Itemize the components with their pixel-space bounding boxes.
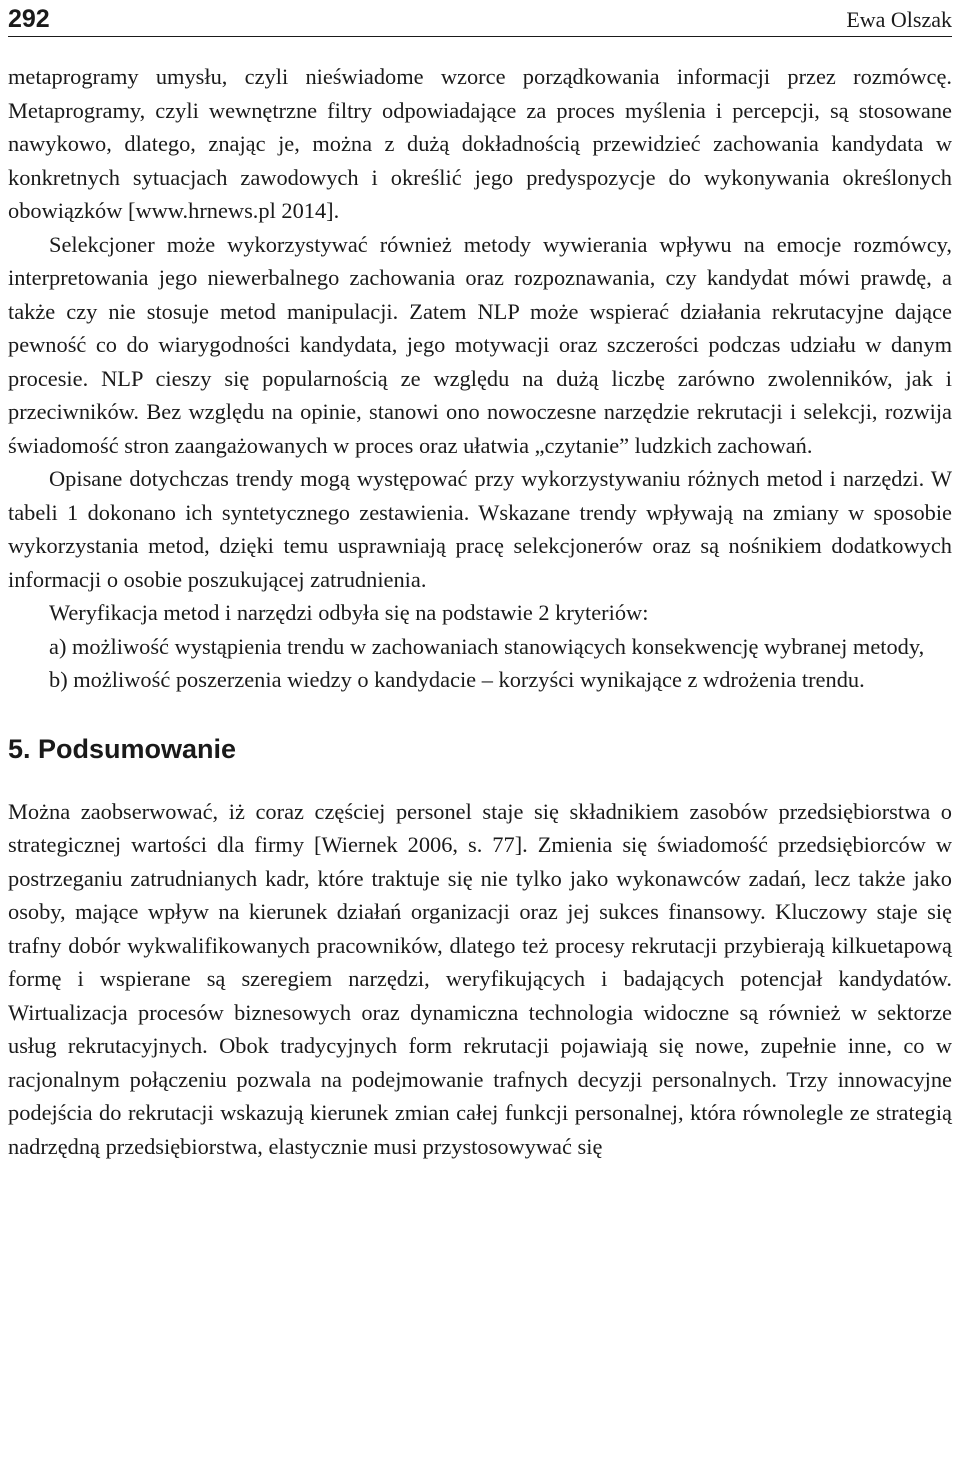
section-heading: 5. Podsumowanie <box>8 733 237 764</box>
running-head-author: Ewa Olszak <box>846 7 952 32</box>
criteria-list-item-a: a) możliwość wystąpienia trendu w zachowaniach stanowiących konsekwencję wybranej metody, <box>49 633 925 659</box>
paragraph-summary: Można zaobserwować, iż coraz częściej personel staje się składnikiem zasobów przedsiębiorstwa o strategicznej wartości dla firmy [Wiernek 2006, s. 77]. Zmienia się świadomość przedsiębiorców w postrzeganiu zatrudnianych kadr, które traktuje się nie tylko jako wykonawców zadań, lecz także jako osoby, mające wpływ na kierunek działań organizacji oraz jej sukces finansowy. Kluczowy staje się trafny dobór wykwalifikowanych pracowników, dlatego też procesy rekrutacji przybierają kilkuetapową formę i wspierane są szeregiem narzędzi, weryfikujących i badających potencjał kandydatów. Wirtualizacja procesów biznesowych oraz dynamiczna technologia widoczne są również w sektorze usług rekrutacyjnych. Obok tradycyjnych form rekrutacji pojawiają się nowe, zupełnie inne, co w racjonalnym połączeniu pozwala na podejmowanie trafnych decyzji personalnych. Trzy innowacyjne podejścia do rekrutacji wskazują kierunek zmian całej funkcji personalnej, która równolegle ze strategią nadrzędną przedsiębiorstwa, elastycznie musi przystosowywać się <box>8 798 952 1159</box>
paragraph-nlp: Selekcjoner może wykorzystywać również metody wywierania wpływu na emocje rozmówcy, interpretowania jego niewerbalnego zachowania oraz rozpoznawania, czy kandydat mówi prawdę, a także czy nie stosuje metod manipulacji. Zatem NLP może wspierać działania rekrutacyjne dające pewność co do wiarygodności kandydata, jego motywacji oraz szczerości podczas udziału w danym procesie. NLP cieszy się popularnością ze względu na dużą liczbę zarówno zwolenników, jak i przeciwników. Bez względu na opinie, stanowi ono nowoczesne narzędzie rekrutacji i selekcji, rozwija świadomość stron zaangażowanych w proces oraz ułatwia „czytanie” ludzkich zachowań. <box>8 231 952 458</box>
body-text <box>8 60 952 1163</box>
page-header <box>8 2 952 37</box>
page-number: 292 <box>8 5 50 33</box>
paragraph-criteria-intro: Weryfikacja metod i narzędzi odbyła się na podstawie 2 kryteriów: <box>49 600 649 625</box>
paragraph-continued: metaprogramy umysłu, czyli nieświadome wzorce porządkowania informacji przez rozmówcę. Metaprogramy, czyli wewnętrzne filtry odpowiadające za proces myślenia i percepcji, są stosowane nawykowo, dlatego, znając je, można z dużą dokładnością przewidzieć zachowania kandydata w konkretnych sytuacjach zawodowych i określić jego predyspozycje do wykonywania określonych obowiązków [www.​hrnews.pl 2014]. <box>8 64 952 223</box>
criteria-list-item-b: b) możliwość poszerzenia wiedzy o kandydacie – korzyści wynikające z wdrożenia trendu. <box>49 667 865 692</box>
paragraph-trends: Opisane dotychczas trendy mogą występować przy wykorzystywaniu różnych metod i narzędzi. W tabeli 1 dokonano ich syntetycznego zestawienia. Wskazane trendy wpływają na zmiany w sposobie wykorzystania metod, dzięki temu usprawniają pracę selekcjonerów oraz są nośnikiem dodatkowych informacji o osobie poszukującej zatrudnienia. <box>8 466 952 592</box>
